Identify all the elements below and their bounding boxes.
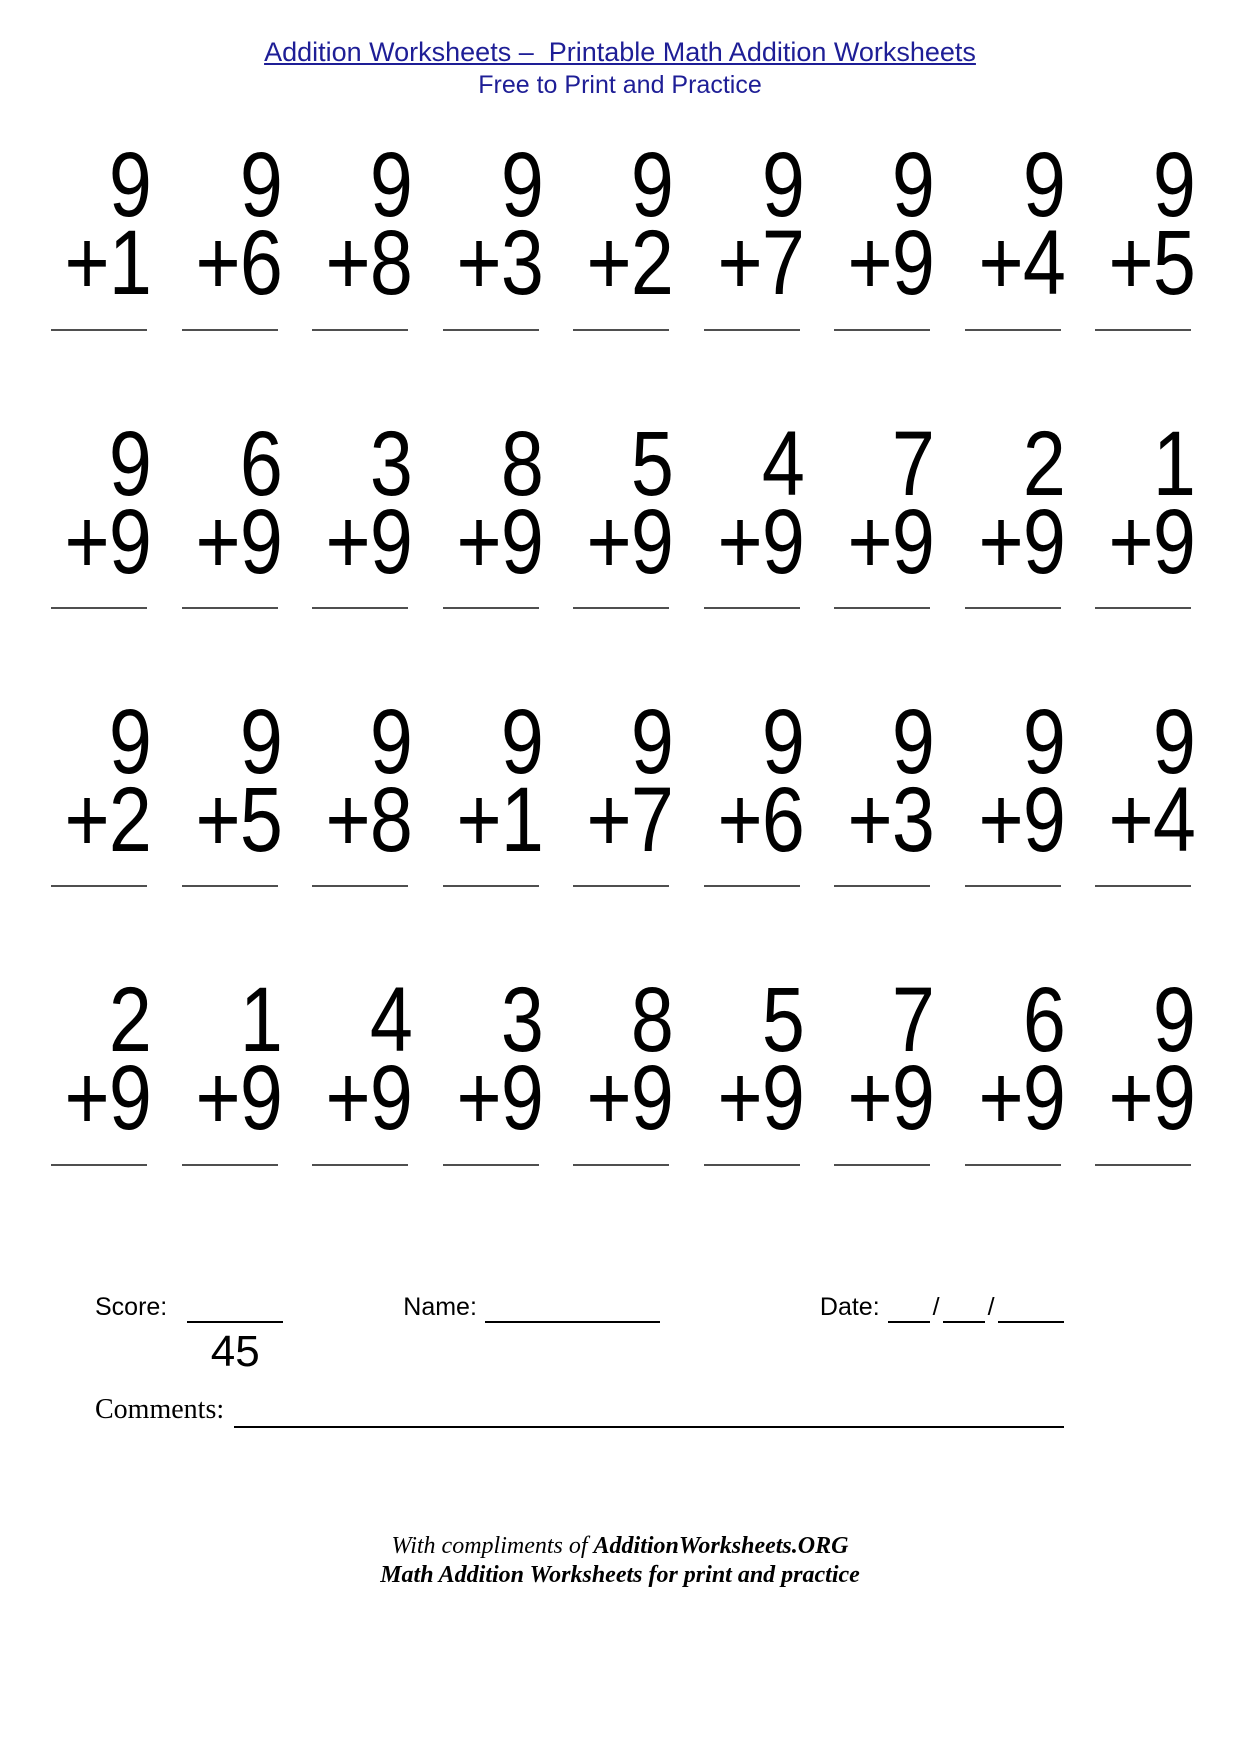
addition-problem bbox=[306, 412, 412, 609]
addition-problem bbox=[698, 412, 804, 609]
top-addend: 9 bbox=[761, 134, 804, 237]
top-addend: 6 bbox=[239, 412, 282, 515]
addition-problem bbox=[176, 134, 282, 330]
answer-blank-line bbox=[312, 329, 408, 331]
top-addend: 9 bbox=[1152, 690, 1195, 793]
comments-blank-line bbox=[234, 1394, 1064, 1428]
bottom-addend: +7 bbox=[586, 769, 673, 872]
bottom-addend: +9 bbox=[1108, 490, 1195, 593]
addition-problem bbox=[828, 690, 934, 887]
addition-problem bbox=[176, 412, 282, 609]
top-addend: 4 bbox=[369, 969, 412, 1072]
top-addend: 1 bbox=[1152, 412, 1195, 515]
footer-credits bbox=[0, 1532, 1240, 1591]
date-year-blank bbox=[998, 1291, 1064, 1323]
bottom-addend: +7 bbox=[717, 212, 804, 315]
top-addend: 9 bbox=[630, 690, 673, 793]
addition-problem bbox=[437, 134, 543, 330]
top-addend: 9 bbox=[630, 134, 673, 237]
answer-blank-line bbox=[182, 1164, 278, 1166]
bottom-addend: +9 bbox=[978, 769, 1065, 872]
answer-blank-line bbox=[51, 1164, 147, 1166]
top-addend: 6 bbox=[1022, 969, 1065, 1072]
top-addend: 9 bbox=[500, 134, 543, 237]
credits-line1 bbox=[0, 1532, 1240, 1561]
answer-blank-line bbox=[51, 607, 147, 609]
bottom-addend: +5 bbox=[195, 769, 282, 872]
addition-problem bbox=[306, 134, 412, 330]
credits-site-name: AdditionWorksheets.ORG bbox=[593, 1533, 849, 1560]
score-blank-line bbox=[187, 1291, 283, 1323]
title-block bbox=[0, 0, 1240, 100]
answer-blank-line bbox=[834, 607, 930, 609]
answer-blank-line bbox=[573, 329, 669, 331]
top-addend: 9 bbox=[891, 134, 934, 237]
bottom-addend: +9 bbox=[978, 1047, 1065, 1150]
answer-blank-line bbox=[965, 1164, 1061, 1166]
name-label: Name: bbox=[403, 1292, 477, 1321]
top-addend: 2 bbox=[1022, 412, 1065, 515]
bottom-addend: +8 bbox=[325, 212, 412, 315]
top-addend: 5 bbox=[630, 412, 673, 515]
addition-problem bbox=[567, 690, 673, 887]
name-blank-line bbox=[485, 1291, 660, 1323]
problem-row-3 bbox=[45, 690, 1195, 887]
top-addend: 9 bbox=[891, 690, 934, 793]
bottom-addend: +4 bbox=[978, 212, 1065, 315]
bottom-addend: +9 bbox=[64, 1047, 151, 1150]
addition-problem bbox=[959, 412, 1065, 609]
bottom-addend: +9 bbox=[847, 490, 934, 593]
addition-problem bbox=[567, 969, 673, 1165]
top-addend: 8 bbox=[500, 412, 543, 515]
top-addend: 9 bbox=[239, 690, 282, 793]
bottom-addend: +9 bbox=[717, 490, 804, 593]
addition-problem bbox=[567, 412, 673, 609]
top-addend: 9 bbox=[369, 134, 412, 237]
answer-blank-line bbox=[182, 329, 278, 331]
top-addend: 7 bbox=[891, 412, 934, 515]
answer-blank-line bbox=[312, 1164, 408, 1166]
score-label: Score: bbox=[95, 1292, 168, 1321]
answer-blank-line bbox=[51, 885, 147, 887]
score-column bbox=[187, 1291, 283, 1376]
credits-prefix: With compliments of bbox=[391, 1533, 594, 1560]
answer-blank-line bbox=[965, 885, 1061, 887]
comments-label: Comments: bbox=[95, 1394, 225, 1426]
answer-blank-line bbox=[443, 607, 539, 609]
addition-problem bbox=[437, 969, 543, 1165]
date-month-blank bbox=[943, 1291, 985, 1323]
addition-problem bbox=[437, 690, 543, 887]
addition-problem bbox=[567, 134, 673, 330]
top-addend: 9 bbox=[1152, 134, 1195, 237]
addition-problem bbox=[698, 134, 804, 330]
answer-blank-line bbox=[51, 329, 147, 331]
answer-blank-line bbox=[704, 885, 800, 887]
addition-problem bbox=[45, 690, 151, 887]
bottom-addend: +4 bbox=[1108, 769, 1195, 872]
bottom-addend: +1 bbox=[456, 769, 543, 872]
score-group bbox=[95, 1291, 283, 1376]
top-addend: 9 bbox=[500, 690, 543, 793]
top-addend: 9 bbox=[1022, 134, 1065, 237]
answer-blank-line bbox=[312, 607, 408, 609]
top-addend: 9 bbox=[108, 690, 151, 793]
bottom-addend: +9 bbox=[847, 1047, 934, 1150]
bottom-addend: +9 bbox=[325, 1047, 412, 1150]
bottom-addend: +9 bbox=[717, 1047, 804, 1150]
answer-blank-line bbox=[704, 329, 800, 331]
answer-blank-line bbox=[182, 885, 278, 887]
bottom-addend: +9 bbox=[847, 212, 934, 315]
date-day-blank bbox=[888, 1291, 930, 1323]
addition-problem bbox=[176, 969, 282, 1165]
problems-grid bbox=[45, 134, 1195, 1166]
bottom-addend: +9 bbox=[978, 490, 1065, 593]
bottom-addend: +6 bbox=[195, 212, 282, 315]
bottom-addend: +2 bbox=[64, 769, 151, 872]
score-value: 45 bbox=[210, 1326, 260, 1376]
worksheet-subtitle: Free to Print and Practice bbox=[478, 71, 762, 100]
bottom-addend: +6 bbox=[717, 769, 804, 872]
date-slash: / bbox=[932, 1292, 940, 1321]
top-addend: 9 bbox=[1152, 969, 1195, 1072]
bottom-addend: +5 bbox=[1108, 212, 1195, 315]
answer-blank-line bbox=[312, 885, 408, 887]
addition-problem bbox=[45, 969, 151, 1165]
top-addend: 3 bbox=[369, 412, 412, 515]
addition-problem bbox=[45, 134, 151, 330]
addition-problem bbox=[828, 134, 934, 330]
answer-blank-line bbox=[443, 885, 539, 887]
addition-problem bbox=[437, 412, 543, 609]
name-group bbox=[403, 1291, 660, 1323]
answer-blank-line bbox=[704, 1164, 800, 1166]
bottom-addend: +9 bbox=[1108, 1047, 1195, 1150]
addition-problem bbox=[176, 690, 282, 887]
bottom-addend: +9 bbox=[195, 1047, 282, 1150]
answer-blank-line bbox=[834, 329, 930, 331]
addition-problem bbox=[306, 969, 412, 1165]
date-label: Date: bbox=[819, 1292, 880, 1321]
bottom-addend: +3 bbox=[847, 769, 934, 872]
addition-problem bbox=[828, 412, 934, 609]
bottom-addend: +2 bbox=[586, 212, 673, 315]
bottom-addend: +9 bbox=[64, 490, 151, 593]
date-slash: / bbox=[987, 1292, 995, 1321]
addition-problem bbox=[959, 969, 1065, 1165]
answer-blank-line bbox=[573, 607, 669, 609]
top-addend: 1 bbox=[239, 969, 282, 1072]
answer-blank-line bbox=[443, 1164, 539, 1166]
addition-problem bbox=[1089, 969, 1195, 1165]
answer-blank-line bbox=[834, 885, 930, 887]
date-group bbox=[820, 1291, 1064, 1323]
addition-problem bbox=[959, 134, 1065, 330]
answer-blank-line bbox=[573, 885, 669, 887]
top-addend: 3 bbox=[500, 969, 543, 1072]
top-addend: 5 bbox=[761, 969, 804, 1072]
bottom-addend: +9 bbox=[456, 1047, 543, 1150]
answer-blank-line bbox=[1095, 329, 1191, 331]
problem-row-2 bbox=[45, 412, 1195, 609]
bottom-addend: +8 bbox=[325, 769, 412, 872]
score-name-date-row bbox=[95, 1291, 1240, 1376]
top-addend: 9 bbox=[761, 690, 804, 793]
top-addend: 9 bbox=[1022, 690, 1065, 793]
top-addend: 9 bbox=[369, 690, 412, 793]
bottom-addend: +9 bbox=[586, 490, 673, 593]
bottom-addend: +9 bbox=[586, 1047, 673, 1150]
bottom-addend: +9 bbox=[195, 490, 282, 593]
answer-blank-line bbox=[182, 607, 278, 609]
addition-problem bbox=[698, 690, 804, 887]
answer-blank-line bbox=[1095, 1164, 1191, 1166]
problem-row-1 bbox=[45, 134, 1195, 330]
answer-blank-line bbox=[965, 329, 1061, 331]
addition-problem bbox=[828, 969, 934, 1165]
bottom-addend: +9 bbox=[456, 490, 543, 593]
addition-problem bbox=[698, 969, 804, 1165]
top-addend: 4 bbox=[761, 412, 804, 515]
addition-problem bbox=[45, 412, 151, 609]
answer-blank-line bbox=[965, 607, 1061, 609]
answer-blank-line bbox=[1095, 885, 1191, 887]
top-addend: 2 bbox=[108, 969, 151, 1072]
problem-row-4 bbox=[45, 969, 1195, 1165]
top-addend: 9 bbox=[108, 134, 151, 237]
comments-row bbox=[95, 1394, 1240, 1428]
top-addend: 7 bbox=[891, 969, 934, 1072]
addition-problem bbox=[1089, 690, 1195, 887]
top-addend: 8 bbox=[630, 969, 673, 1072]
worksheet-title: Addition Worksheets – Printable Math Addition Worksheets bbox=[264, 37, 976, 67]
answer-blank-line bbox=[704, 607, 800, 609]
answer-blank-line bbox=[443, 329, 539, 331]
addition-problem bbox=[1089, 134, 1195, 330]
answer-blank-line bbox=[1095, 607, 1191, 609]
bottom-addend: +1 bbox=[64, 212, 151, 315]
answer-blank-line bbox=[834, 1164, 930, 1166]
bottom-addend: +9 bbox=[325, 490, 412, 593]
top-addend: 9 bbox=[239, 134, 282, 237]
top-addend: 9 bbox=[108, 412, 151, 515]
answer-blank-line bbox=[573, 1164, 669, 1166]
credits-line2: Math Addition Worksheets for print and practice bbox=[380, 1562, 860, 1589]
addition-problem bbox=[1089, 412, 1195, 609]
addition-problem bbox=[306, 690, 412, 887]
addition-problem bbox=[959, 690, 1065, 887]
bottom-addend: +3 bbox=[456, 212, 543, 315]
